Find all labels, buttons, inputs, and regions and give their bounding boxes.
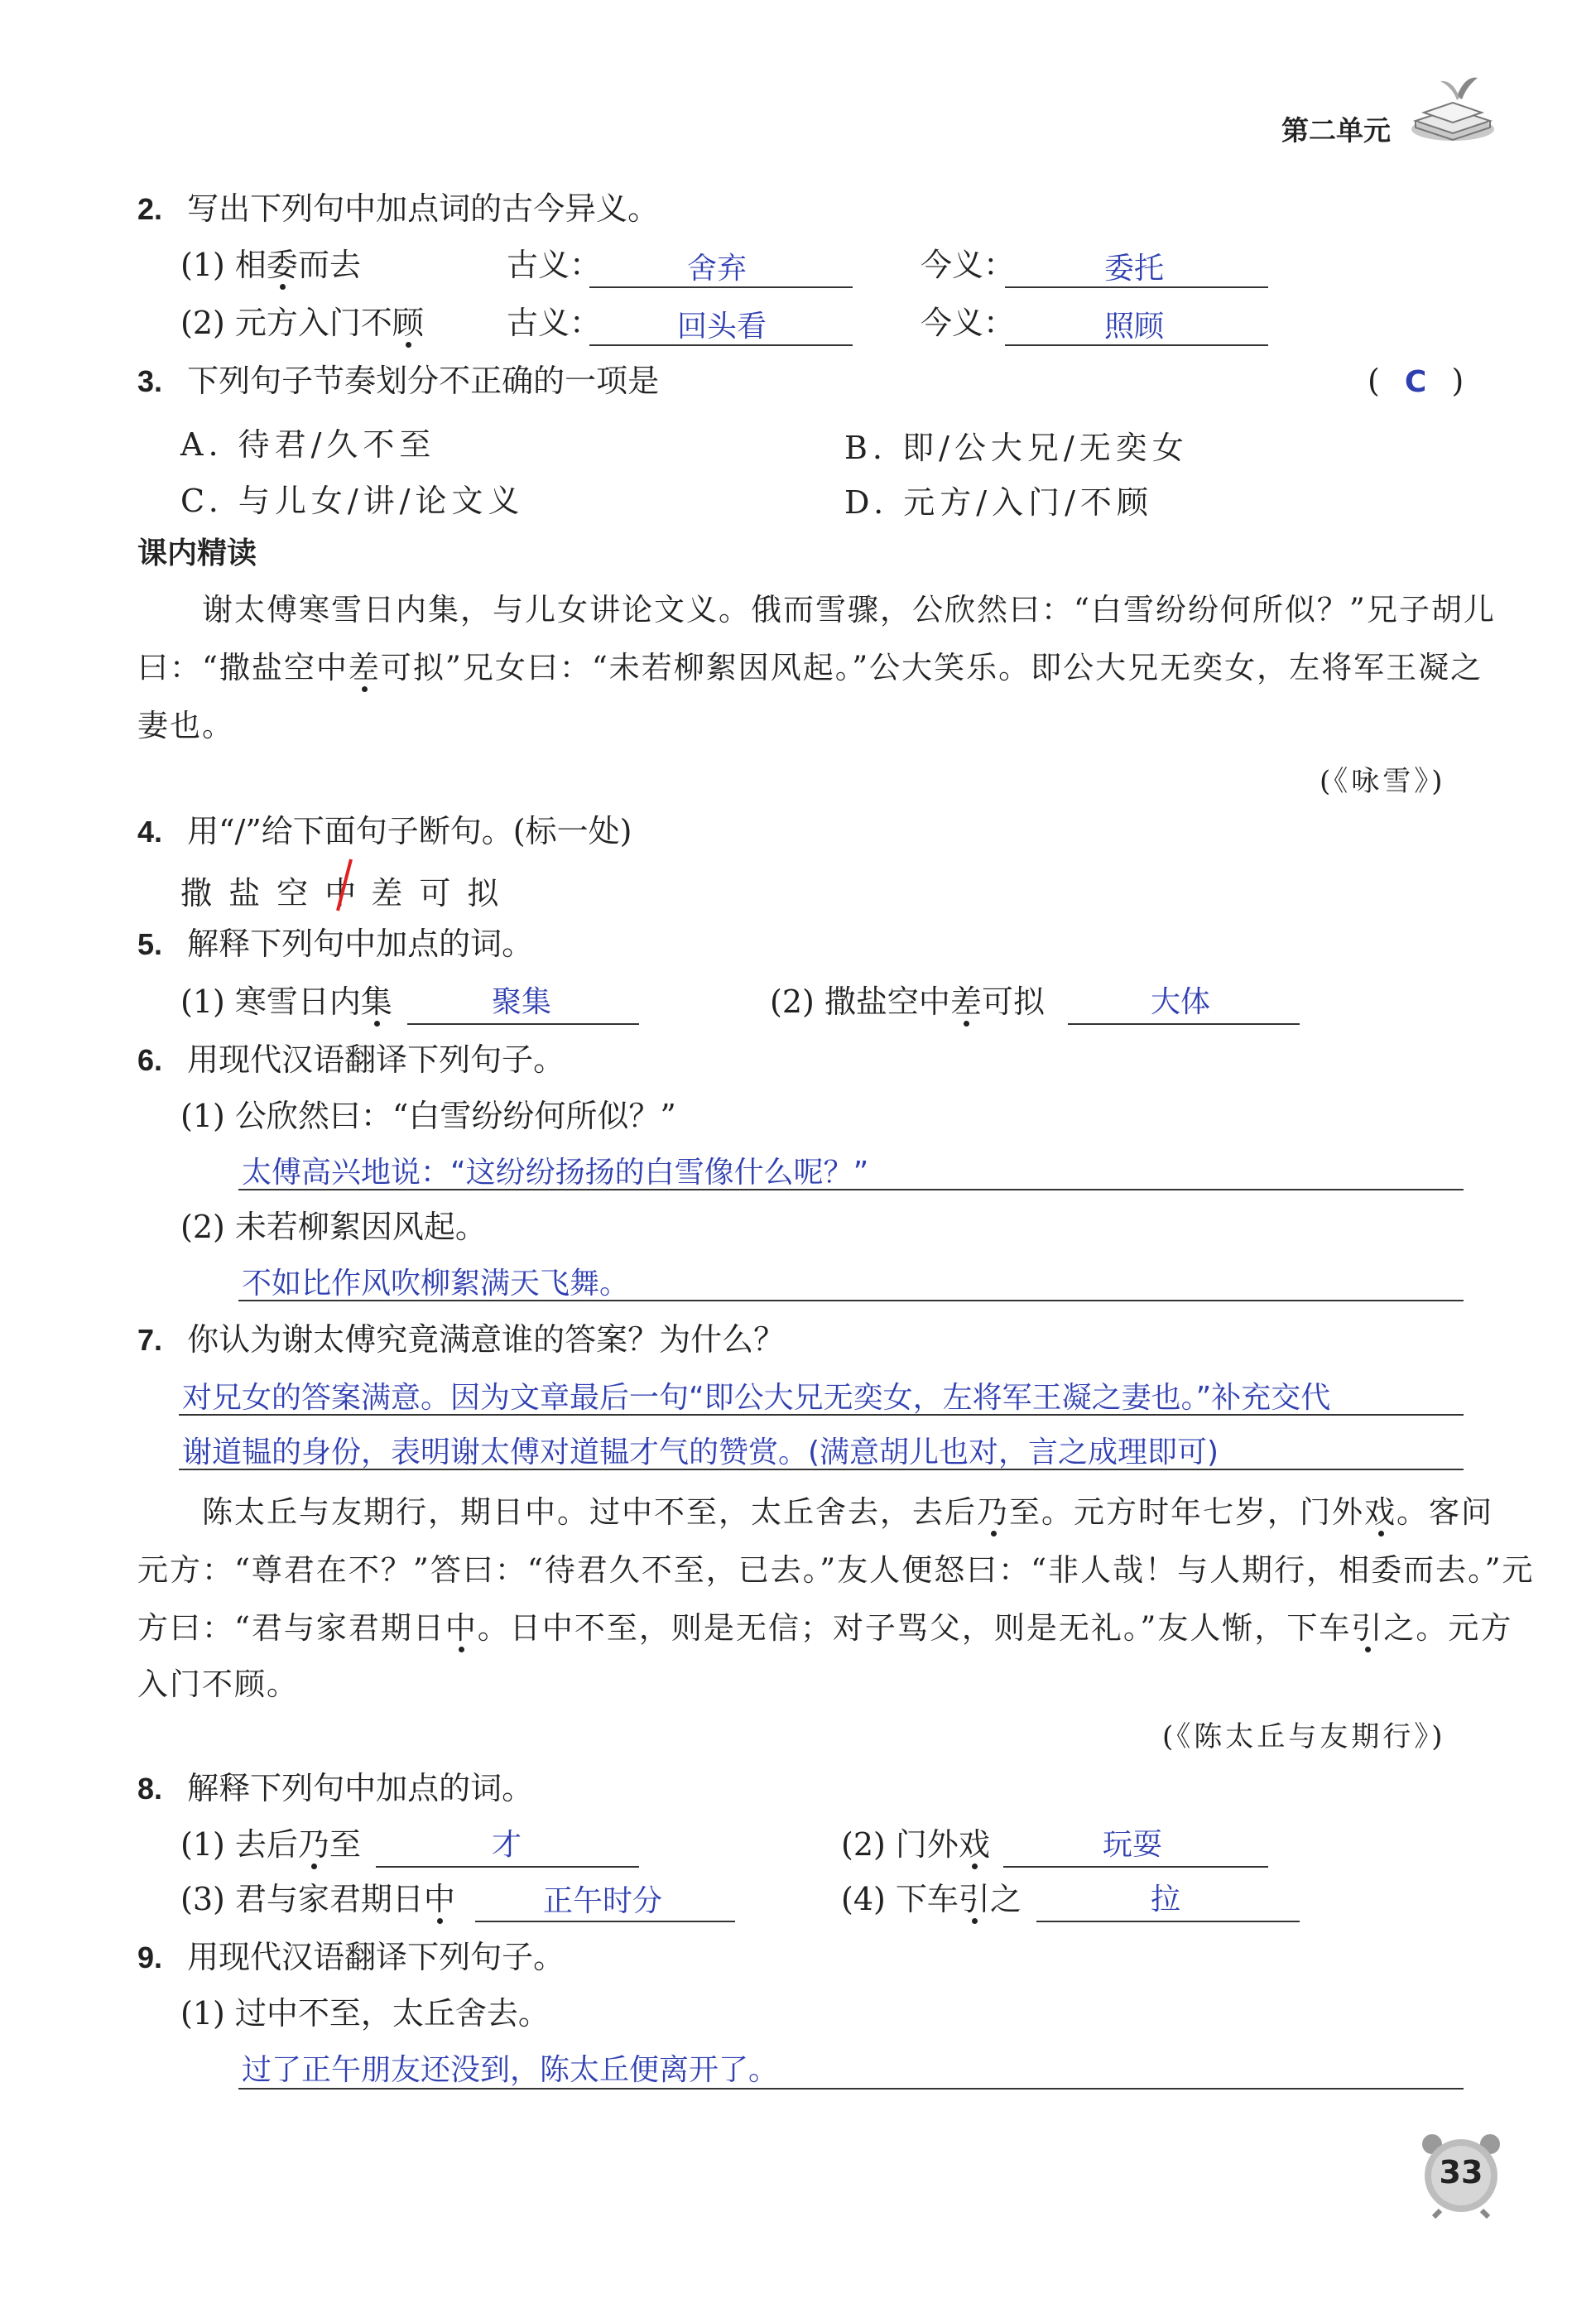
q8-item-3: (3) 君与家君期日中 — [180, 1881, 455, 1917]
answer-text: 玩耍 — [1103, 1828, 1163, 1862]
answer-text: 谢道韫的身份，表明谢太傅对道韫才气的赞赏。(满意胡儿也对，言之成理即可) — [182, 1436, 1219, 1469]
answer-text: 照顾 — [1104, 310, 1165, 344]
passage-line: 谢太傅寒雪日内集，与儿女讲论文义。俄而雪骤，公欣然曰：“白雪纷纷何所似？”兄子胡儿 — [202, 592, 1496, 628]
q8-item-2: (2) 门外戏 — [841, 1826, 990, 1863]
q8-item-4: (4) 下车引之 — [841, 1881, 1022, 1917]
page-number: 33 — [1439, 2154, 1483, 2191]
question-number: 4. — [137, 815, 163, 849]
passage-line: 曰：“撒盐空中差可拟”兄女曰：“未若柳絮因风起。”公大笑乐。即公大兄无奕女，左将军王凝之 — [137, 650, 1483, 685]
question-text: 下列句子节奏划分不正确的一项是 — [187, 363, 660, 399]
answer-text: 聚集 — [492, 985, 552, 1019]
passage-line: 元方：“尊君在不？”答曰：“待君久不至，已去。”友人便怒曰：“非人哉！与人期行，相委而去。”元 — [137, 1552, 1535, 1588]
q2-item-2: (2) 元方入门不顾 — [180, 305, 424, 341]
question-text: 写出下列句中加点词的古今异义。 — [187, 190, 660, 227]
answer-text: 才 — [492, 1828, 522, 1862]
answer-text: 对兄女的答案满意。因为文章最后一句“即公大兄无奕女，左将军王凝之妻也。”补充交代 — [182, 1381, 1331, 1415]
question-number: 7. — [137, 1323, 163, 1357]
passage-line: 方曰：“君与家君期日中。日中不至，则是无信；对子骂父，则是无礼。”友人惭，下车引之。元方 — [137, 1610, 1513, 1646]
sentence-to-split: 撒 盐 空 中 差 可 拟 — [180, 875, 502, 911]
question-text: 解释下列句中加点的词。 — [187, 1770, 534, 1806]
question-number: 2. — [137, 192, 163, 226]
sentence: (2) 未若柳絮因风起。 — [180, 1209, 487, 1245]
jin-label: 今义： — [921, 247, 1016, 283]
question-text: 用现代汉语翻译下列句子。 — [187, 1041, 565, 1078]
unit-label: 第二单元 — [1281, 115, 1391, 146]
section-heading: 课内精读 — [137, 536, 257, 570]
q5-item-1: (1) 寒雪日内集 — [180, 983, 392, 1020]
question-number: 6. — [137, 1043, 163, 1077]
question-text: 用“/”给下面句子断句。(标一处) — [187, 813, 632, 849]
sentence: (1) 公欣然曰：“白雪纷纷何所似？” — [180, 1098, 676, 1134]
question-number: 9. — [137, 1940, 163, 1974]
q2-item-1: (1) 相委而去 — [180, 247, 361, 283]
sentence: (1) 过中不至，太丘舍去。 — [180, 1995, 550, 2032]
passage-line: 陈太丘与友期行，期日中。过中不至，太丘舍去，去后乃至。元方时年七岁，门外戏。客问 — [202, 1494, 1493, 1530]
answer-text: 回头看 — [677, 310, 767, 344]
q8-item-1: (1) 去后乃至 — [180, 1826, 361, 1863]
question-number: 8. — [137, 1772, 163, 1806]
answer-text: 不如比作风吹柳絮满天飞舞。 — [242, 1267, 630, 1301]
answer-text: 拉 — [1151, 1883, 1181, 1916]
q5-item-2: (2) 撒盐空中差可拟 — [770, 983, 1045, 1020]
books-icon — [1407, 71, 1498, 149]
question-text: 你认为谢太傅究竟满意谁的答案？为什么？ — [187, 1321, 786, 1358]
answer-text: 太傅高兴地说：“这纷纷扬扬的白雪像什么呢？” — [242, 1156, 869, 1190]
option-c: C. 与儿女/讲/论文义 — [180, 483, 525, 519]
slash-mark-icon — [334, 858, 354, 916]
answer-text: 大体 — [1151, 985, 1211, 1019]
gu-label: 古义： — [507, 247, 602, 283]
answer-text: 正午时分 — [543, 1884, 663, 1918]
jin-label: 今义： — [921, 305, 1016, 341]
answer-text: 舍弃 — [687, 252, 748, 286]
answer-bracket: ( C ) — [1368, 363, 1464, 399]
answer-text: 委托 — [1104, 252, 1165, 286]
question-text: 解释下列句中加点的词。 — [187, 926, 534, 962]
question-text: 用现代汉语翻译下列句子。 — [187, 1939, 565, 1975]
passage-line: 妻也。 — [137, 708, 234, 743]
option-d: D. 元方/入门/不顾 — [844, 484, 1153, 521]
option-a: A. 待君/久不至 — [180, 426, 436, 463]
gu-label: 古义： — [507, 305, 602, 341]
option-b: B. 即/公大兄/无奕女 — [844, 430, 1189, 466]
passage-line: 入门不顾。 — [137, 1666, 299, 1702]
answer-text: 过了正午朋友还没到，陈太丘便离开了。 — [242, 2053, 779, 2087]
question-number: 3. — [137, 364, 163, 398]
passage-source: (《陈太丘与友期行》) — [1162, 1720, 1446, 1753]
passage-source: (《咏雪》) — [1320, 765, 1446, 798]
question-number: 5. — [137, 927, 163, 961]
